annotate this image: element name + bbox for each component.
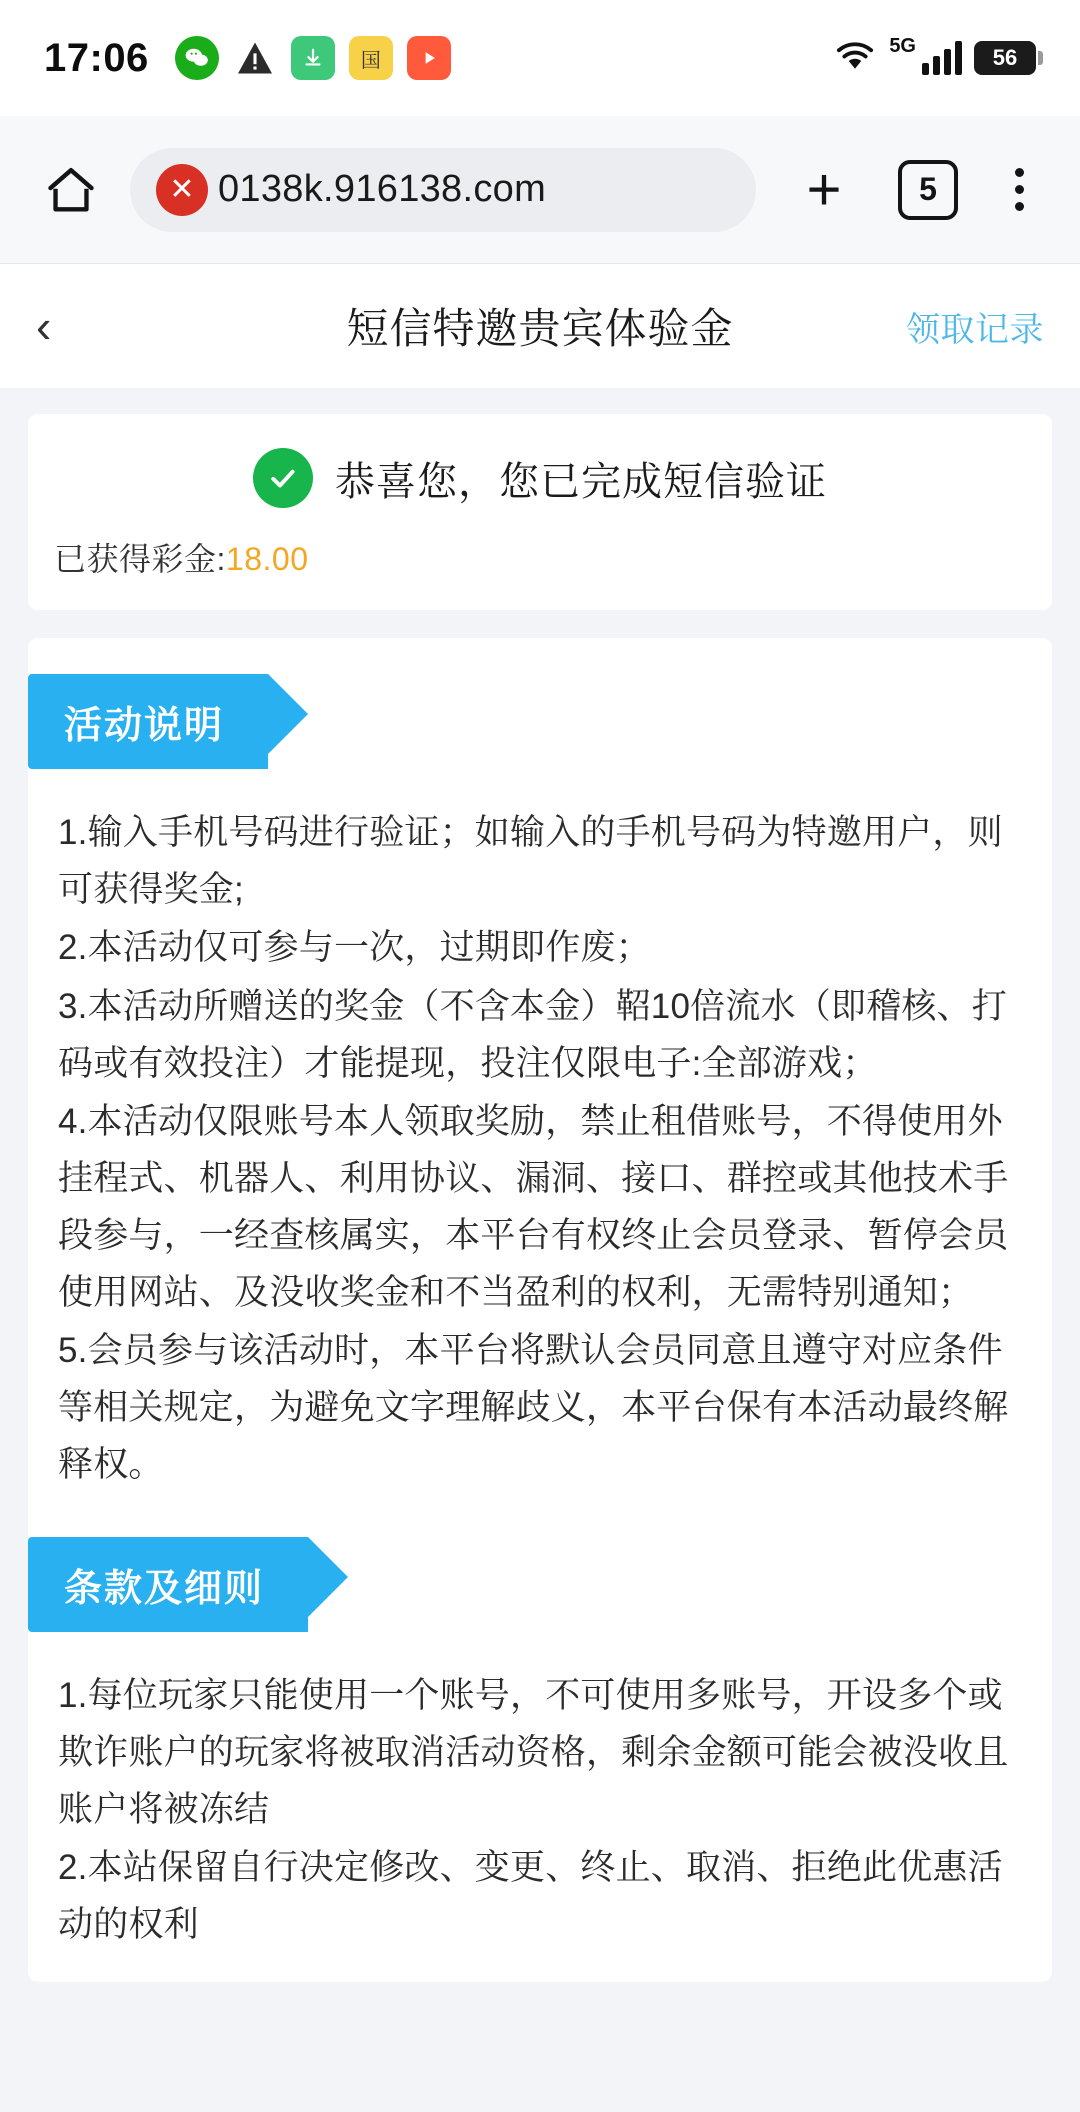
back-chevron-icon[interactable]: ‹ bbox=[36, 300, 52, 352]
video-play-icon bbox=[407, 36, 451, 80]
status-bar bbox=[0, 0, 1080, 116]
warning-triangle-icon bbox=[233, 36, 277, 80]
home-icon[interactable] bbox=[36, 155, 106, 225]
verification-success-card bbox=[28, 414, 1052, 610]
new-tab-button[interactable]: + bbox=[806, 155, 842, 223]
success-message-row bbox=[54, 448, 1026, 508]
more-vertical-icon[interactable] bbox=[994, 168, 1044, 211]
section-title-activity: 活动说明 bbox=[28, 674, 268, 769]
signal-strength-icon bbox=[922, 41, 962, 75]
bonus-amount-row bbox=[54, 534, 1026, 580]
section-terms-and-conditions bbox=[28, 1501, 1052, 1961]
rule-paragraph: 4.本活动仅限账号本人领取奖励，禁止租借账号，不得使用外挂程式、机器人、利用协议、漏洞、接口、群控或其他技术手段参与，一经查核属实，本平台有权终止会员登录、暂停会员使用网站、及没收奖金和不当盈利的权利，无需特别通知； bbox=[58, 1102, 1009, 1312]
app-yellow-icon: 国 bbox=[349, 36, 393, 80]
browser-toolbar bbox=[0, 116, 1080, 264]
bonus-amount-label: 已获得彩金: bbox=[54, 541, 226, 577]
rule-paragraph: 1.输入手机号码进行验证；如输入的手机号码为特邀用户，则可获得奖金; bbox=[58, 813, 1003, 909]
terms-paragraph: 1.每位玩家只能使用一个账号，不可使用多账号，开设多个或欺诈账户的玩家将被取消活动资格，剩余金额可能会被没收且账户将被冻结 bbox=[58, 1676, 1009, 1829]
terms-paragraph: 2.本站保留自行决定修改、变更、终止、取消、拒绝此优惠活动的权利 bbox=[58, 1848, 1003, 1944]
battery-level-label: 56 bbox=[992, 45, 1018, 70]
url-text: 0138k.916138.com bbox=[218, 168, 547, 210]
address-bar[interactable] bbox=[130, 148, 756, 232]
battery-indicator bbox=[974, 41, 1036, 75]
rule-paragraph: 5.会员参与该活动时，本平台将默认会员同意且遵守对应条件等相关规定，为避免文字理解歧义，本平台保有本活动最终解释权。 bbox=[58, 1331, 1009, 1484]
page-title: 短信特邀贵宾体验金 bbox=[346, 305, 734, 352]
wifi-icon bbox=[833, 38, 877, 78]
success-check-icon bbox=[253, 448, 313, 508]
status-time: 17:06 bbox=[44, 35, 149, 80]
wechat-icon bbox=[175, 36, 219, 80]
download-icon bbox=[291, 36, 335, 80]
tab-switcher-button[interactable]: 5 bbox=[898, 160, 958, 220]
status-notification-icons bbox=[175, 36, 451, 80]
page-header bbox=[0, 264, 1080, 388]
section-activity-description bbox=[28, 638, 1052, 1501]
claim-records-link[interactable]: 领取记录 bbox=[906, 310, 1044, 349]
rule-paragraph: 2.本活动仅可参与一次，过期即作废； bbox=[58, 928, 651, 968]
status-system-icons bbox=[833, 34, 1036, 78]
activity-info-card bbox=[28, 638, 1052, 1982]
success-message: 恭喜您，您已完成短信验证 bbox=[335, 459, 827, 504]
web-page-content bbox=[0, 264, 1080, 2112]
bonus-amount-value: 18.00 bbox=[225, 541, 309, 577]
network-type-label: 5G bbox=[889, 34, 916, 57]
not-secure-icon[interactable]: ✕ bbox=[156, 164, 208, 216]
rule-paragraph: 3.本活动所赠送的奖金（不含本金）鞀10倍流水（即稽核、打码或有效投注）才能提现，投注仅限电子:全部游戏； bbox=[58, 987, 1007, 1083]
section-title-terms: 条款及细则 bbox=[28, 1537, 308, 1632]
